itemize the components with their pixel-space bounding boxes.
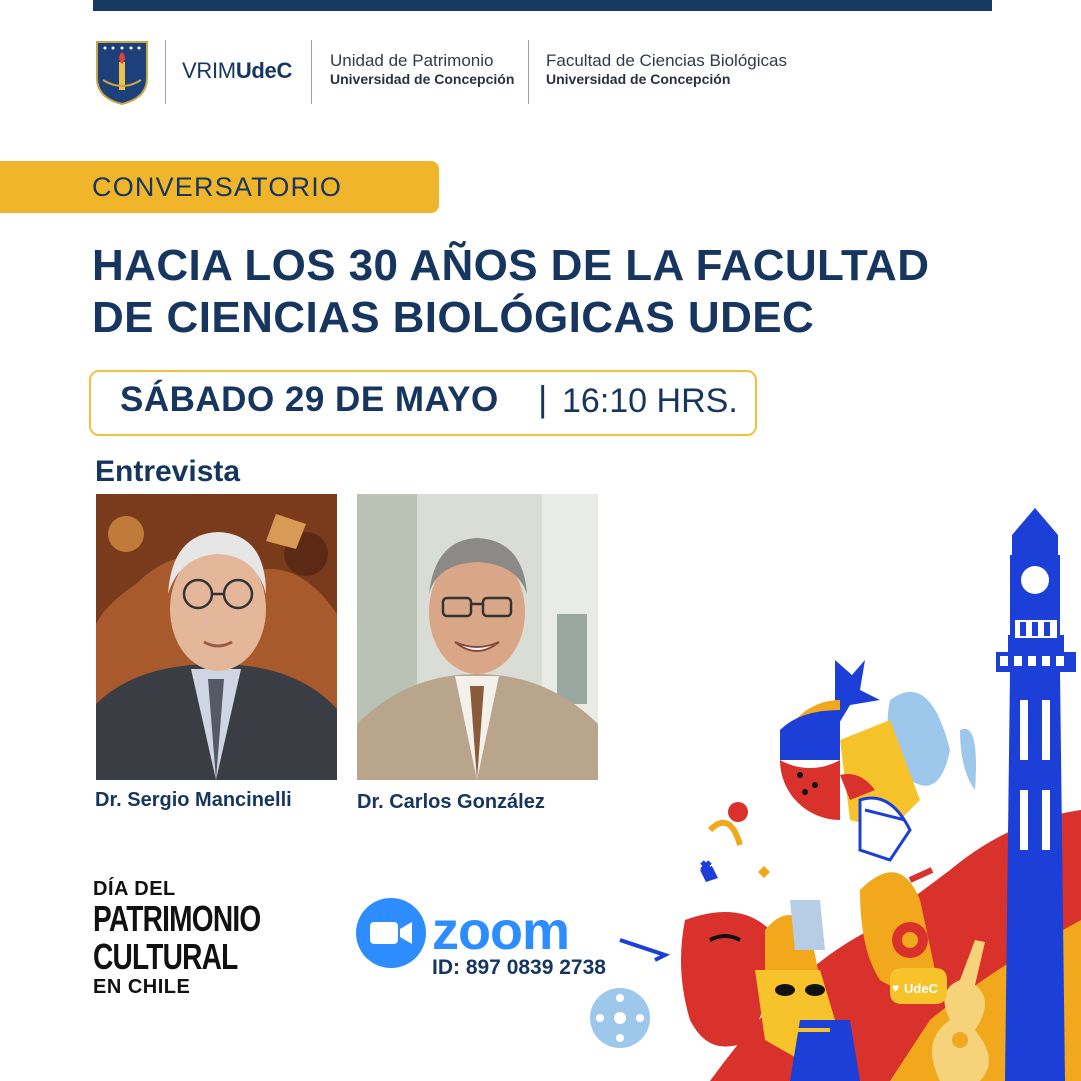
dia-line: DÍA DEL <box>93 878 176 900</box>
speaker-photo-gonzalez <box>357 494 598 780</box>
header-divider <box>311 40 312 104</box>
svg-text:♥: ♥ <box>892 981 900 995</box>
date-separator: | <box>538 378 548 419</box>
event-date: SÁBADO 29 DE MAYO <box>120 380 499 419</box>
zoom-meeting-id: ID: 897 0839 2738 <box>432 956 606 979</box>
dia-line: PATRIMONIO <box>93 898 261 939</box>
section-label: Entrevista <box>95 455 241 488</box>
title-line: DE CIENCIAS BIOLÓGICAS UDEC <box>92 293 815 342</box>
top-bar <box>93 0 992 11</box>
org-name: Unidad de Patrimonio <box>330 51 494 70</box>
header-divider <box>165 40 166 104</box>
event-title <box>92 240 992 344</box>
speaker-name: Dr. Carlos González <box>357 791 545 813</box>
udec-shield-logo <box>95 40 149 106</box>
category-label: CONVERSATORIO <box>92 172 343 202</box>
unidad-patrimonio-logo <box>330 51 514 87</box>
speaker-photo-mancinelli <box>96 494 337 780</box>
zoom-camera-icon <box>356 898 426 968</box>
dia-line: EN CHILE <box>93 976 191 998</box>
event-time: 16:10 HRS. <box>562 382 738 420</box>
vrim-udec-logo: VRIMUdeC <box>182 58 293 83</box>
org-name: Facultad de Ciencias Biológicas <box>546 51 787 70</box>
title-line: HACIA LOS 30 AÑOS DE LA FACULTAD <box>92 241 930 290</box>
org-university: Universidad de Concepción <box>330 71 515 87</box>
udec-badge-text: UdeC <box>904 981 938 996</box>
header-divider <box>528 40 529 104</box>
speaker-name: Dr. Sergio Mancinelli <box>95 789 292 811</box>
facultad-logo <box>546 51 787 87</box>
zoom-wordmark: zoom <box>432 901 569 961</box>
cultural-heritage-illustration <box>590 500 1081 1081</box>
dia-line: CULTURAL <box>93 936 238 977</box>
dia-patrimonio-logo <box>93 878 308 998</box>
org-university: Universidad de Concepción <box>546 71 731 87</box>
